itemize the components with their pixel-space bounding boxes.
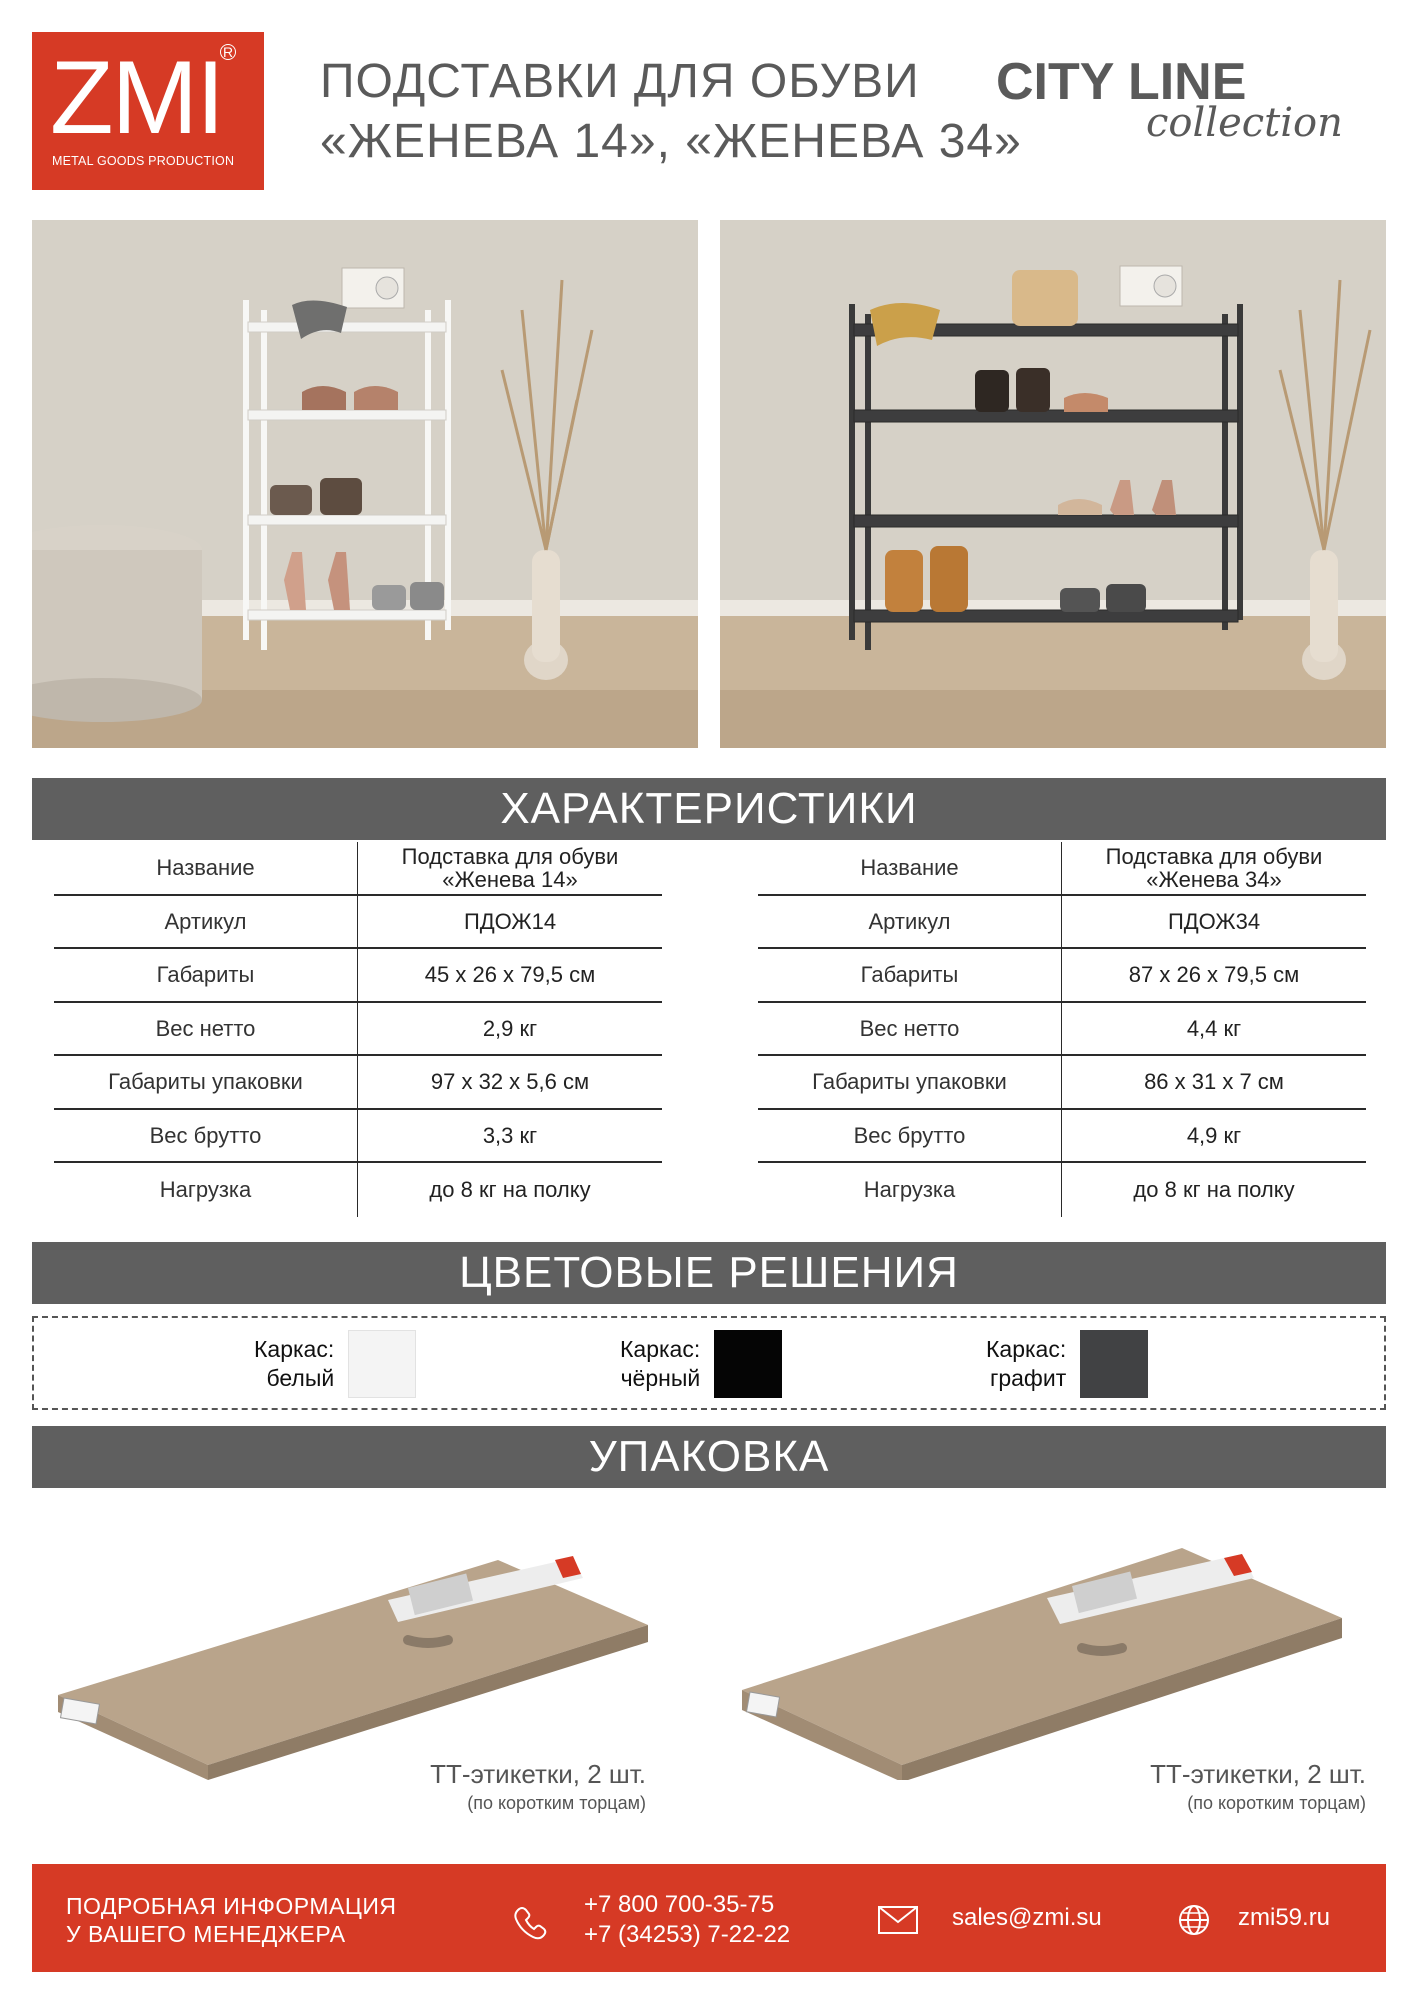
table-row	[54, 842, 662, 896]
color-label-line1: Каркас:	[620, 1336, 701, 1362]
logo-mark: ZMI	[50, 40, 224, 156]
contact-footer	[32, 1864, 1386, 1972]
color-label-line2: чёрный	[620, 1365, 701, 1391]
product-photo-zheneva-34	[720, 220, 1386, 748]
package-box-zheneva-34	[742, 1530, 1342, 1780]
caption-main: ТТ-этикетки, 2 шт.	[1150, 1759, 1366, 1789]
collection-label: collection	[1146, 100, 1343, 146]
spec-value: 86 х 31 х 7 см	[1144, 1069, 1284, 1095]
table-row	[54, 1003, 662, 1057]
color-option-black	[620, 1330, 782, 1398]
spec-value: Подставка для обуви «Женева 14»	[401, 843, 619, 892]
footer-info-line2: У ВАШЕГО МЕНЕДЖЕРА	[66, 1921, 346, 1947]
color-label	[254, 1335, 334, 1393]
spec-value: ПДОЖ34	[1167, 908, 1261, 934]
color-swatch-black	[714, 1330, 782, 1398]
spec-key: Артикул	[758, 896, 1062, 948]
spec-key: Габариты	[758, 949, 1062, 1001]
table-row	[54, 1056, 662, 1110]
footer-info	[66, 1892, 397, 1948]
spec-key: Название	[758, 842, 1062, 894]
table-row	[758, 896, 1366, 950]
spec-value: 97 х 32 х 5,6 см	[430, 1069, 590, 1095]
color-label-line1: Каркас:	[986, 1336, 1067, 1362]
mail-icon	[878, 1906, 918, 1934]
color-label-line2: белый	[266, 1365, 335, 1391]
spec-key: Габариты упаковки	[54, 1056, 358, 1108]
email-link[interactable]: sales@zmi.su	[952, 1904, 1102, 1931]
spec-key: Габариты упаковки	[758, 1056, 1062, 1108]
spec-value: 4,4 кг	[1186, 1015, 1242, 1041]
spec-value: до 8 кг на полку	[429, 1177, 591, 1203]
table-row	[54, 896, 662, 950]
spec-value: 2,9 кг	[482, 1015, 538, 1041]
section-packaging-header: УПАКОВКА	[32, 1426, 1386, 1488]
section-colors-header: ЦВЕТОВЫЕ РЕШЕНИЯ	[32, 1242, 1386, 1304]
phone-number[interactable]: +7 800 700-35-75	[584, 1891, 775, 1918]
website-link[interactable]: zmi59.ru	[1238, 1904, 1331, 1931]
spec-key: Вес брутто	[54, 1110, 358, 1162]
page-title	[320, 52, 1022, 172]
package-box-zheneva-14	[58, 1530, 648, 1780]
spec-key: Артикул	[54, 896, 358, 948]
spec-value: до 8 кг на полку	[1133, 1177, 1295, 1203]
spec-value: Подставка для обуви «Женева 34»	[1105, 843, 1323, 892]
spec-key: Вес нетто	[54, 1003, 358, 1055]
phone-icon	[510, 1900, 550, 1940]
title-line-1: ПОДСТАВКИ ДЛЯ ОБУВИ	[320, 55, 920, 108]
title-line-2: «ЖЕНЕВА 14», «ЖЕНЕВА 34»	[320, 115, 1022, 168]
packaging-caption-left	[300, 1758, 646, 1816]
spec-key: Вес нетто	[758, 1003, 1062, 1055]
brand-name: CITY LINE	[996, 53, 1247, 111]
spec-key: Вес брутто	[758, 1110, 1062, 1162]
spec-key: Габариты	[54, 949, 358, 1001]
packaging-caption-right	[1020, 1758, 1366, 1816]
color-label-line2: графит	[989, 1365, 1067, 1391]
table-row	[54, 1163, 662, 1217]
registered-mark: R	[220, 44, 236, 60]
spec-key: Нагрузка	[758, 1163, 1062, 1217]
table-row	[758, 1163, 1366, 1217]
logo-subtitle: METAL GOODS PRODUCTION	[52, 154, 235, 168]
caption-main: ТТ-этикетки, 2 шт.	[430, 1759, 646, 1789]
spec-value: 87 х 26 х 79,5 см	[1128, 962, 1300, 988]
color-label-line1: Каркас:	[254, 1336, 335, 1362]
color-option-white	[254, 1330, 416, 1398]
table-row	[758, 1110, 1366, 1164]
phone-number[interactable]: +7 (34253) 7-22-22	[584, 1921, 791, 1948]
footer-phones	[584, 1890, 790, 1950]
section-specs-header: ХАРАКТЕРИСТИКИ	[32, 778, 1386, 840]
spec-value: 4,9 кг	[1186, 1122, 1242, 1148]
caption-note: (по коротким торцам)	[1187, 1793, 1366, 1813]
spec-key: Нагрузка	[54, 1163, 358, 1217]
table-row	[758, 842, 1366, 896]
color-label	[986, 1335, 1066, 1393]
table-row	[758, 949, 1366, 1003]
color-swatch-white	[348, 1330, 416, 1398]
spec-key: Название	[54, 842, 358, 894]
spec-table-zheneva-34	[758, 842, 1366, 1217]
table-row	[758, 1003, 1366, 1057]
spec-value: 3,3 кг	[482, 1122, 538, 1148]
footer-info-line1: ПОДРОБНАЯ ИНФОРМАЦИЯ	[66, 1893, 397, 1919]
table-row	[54, 1110, 662, 1164]
table-row	[54, 949, 662, 1003]
spec-value: ПДОЖ14	[463, 908, 557, 934]
table-row	[758, 1056, 1366, 1110]
spec-table-zheneva-14	[54, 842, 662, 1217]
color-options	[32, 1316, 1386, 1410]
zmi-logo	[32, 32, 264, 190]
globe-icon	[1178, 1904, 1210, 1936]
color-swatch-graphite	[1080, 1330, 1148, 1398]
color-label	[620, 1335, 700, 1393]
color-option-graphite	[986, 1330, 1148, 1398]
product-photo-zheneva-14	[32, 220, 698, 748]
spec-value: 45 х 26 х 79,5 см	[424, 962, 596, 988]
caption-note: (по коротким торцам)	[467, 1793, 646, 1813]
